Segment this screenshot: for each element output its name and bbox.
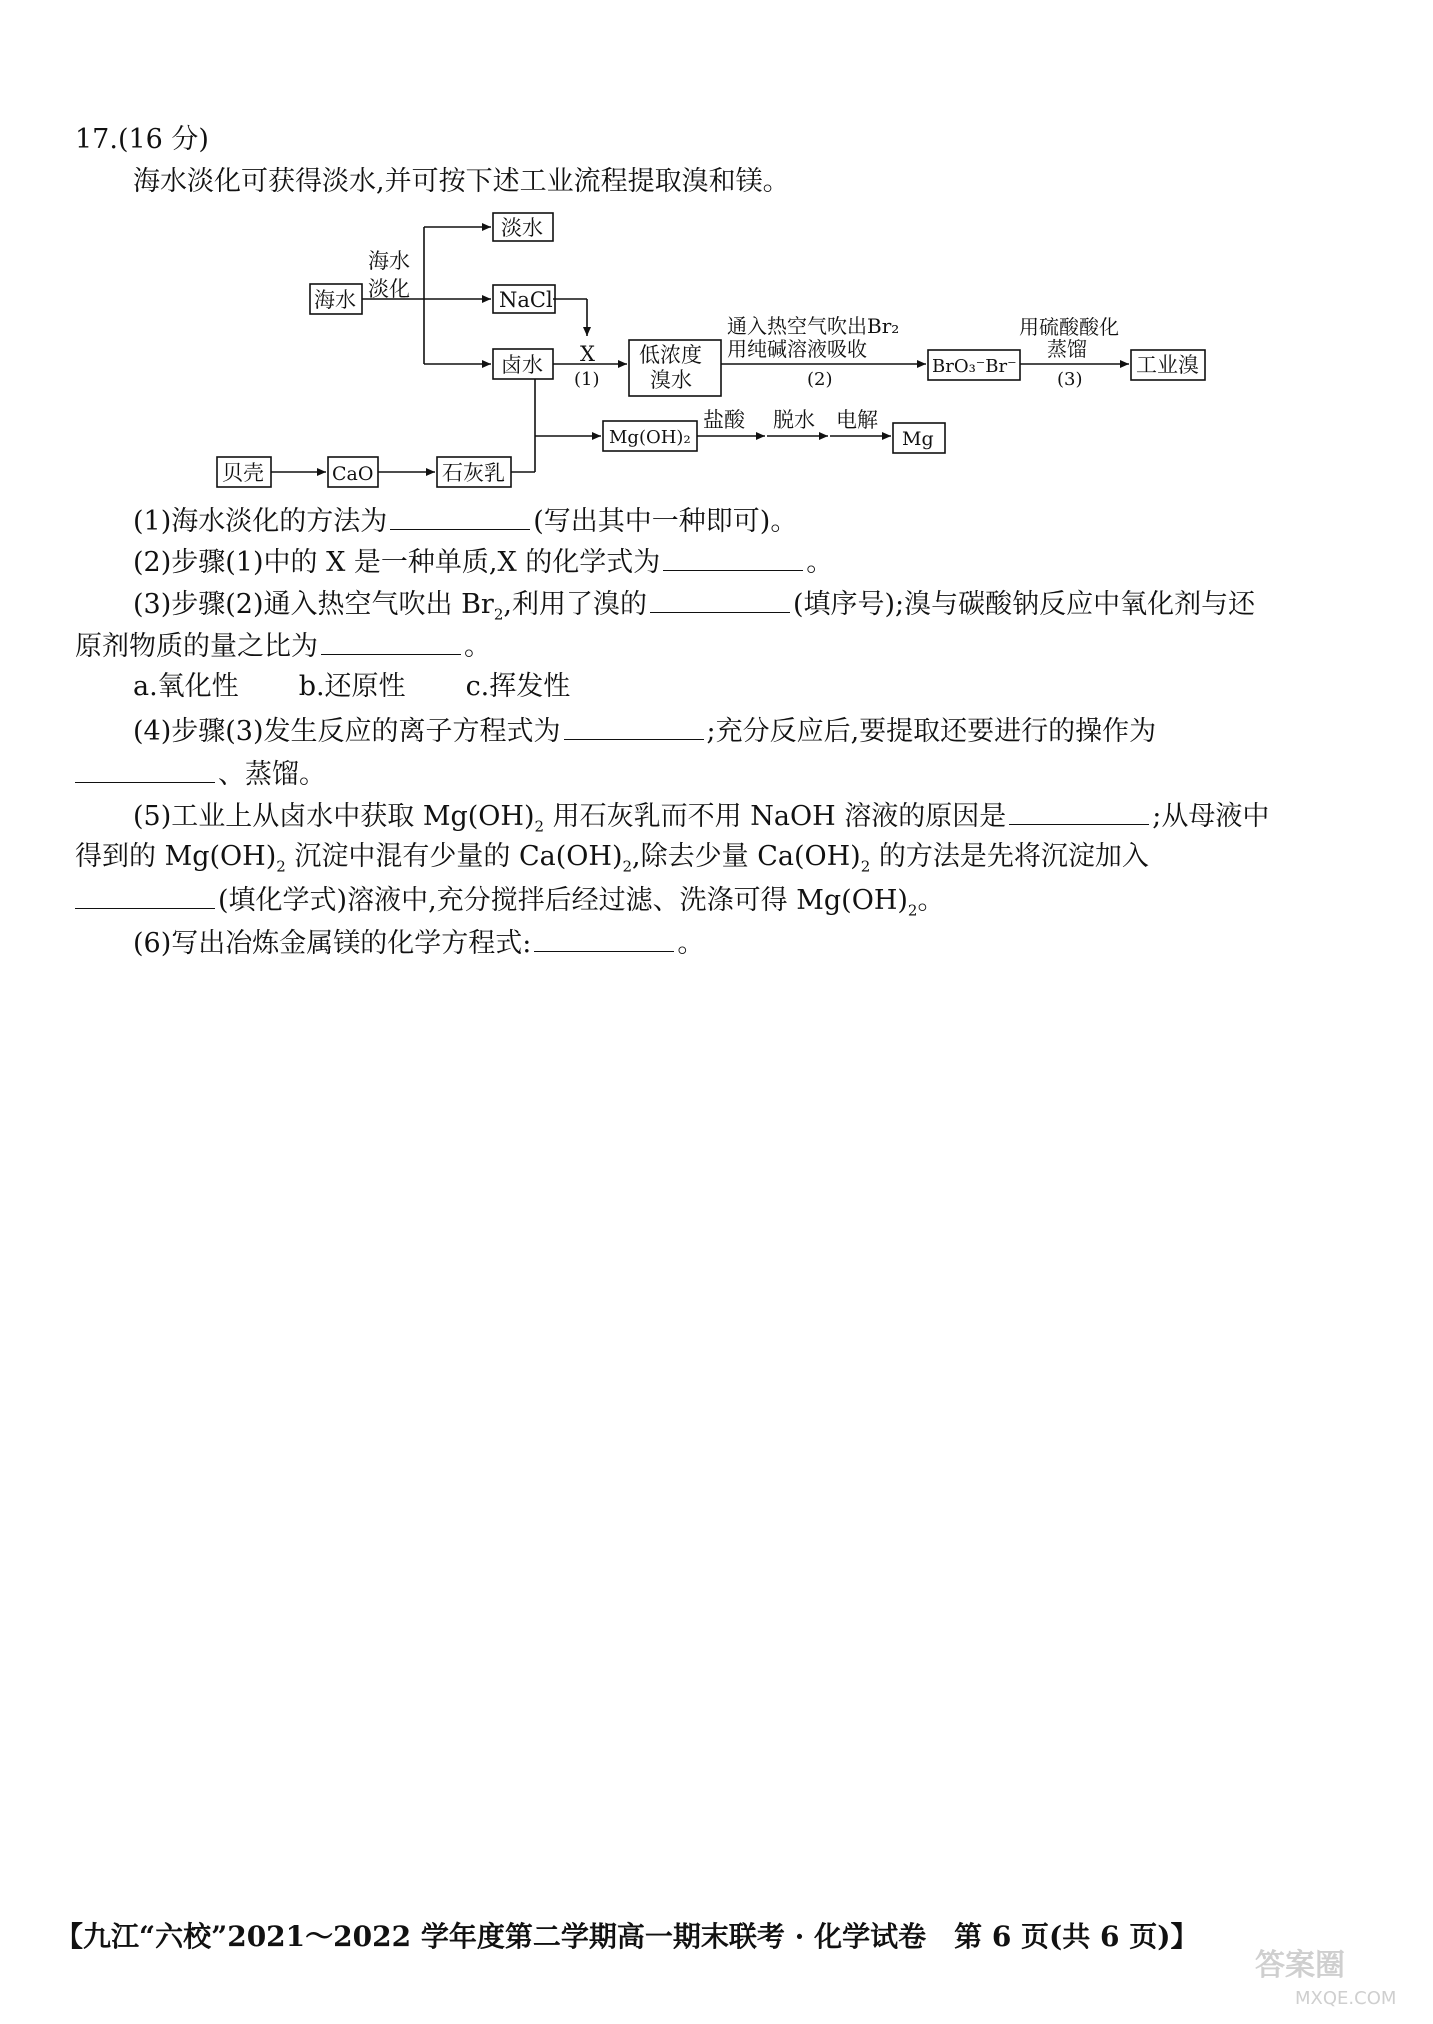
label-nacl: NaCl	[499, 288, 553, 312]
q4-answer-blank-2[interactable]	[75, 756, 215, 783]
watermark-url: MXQE.COM	[1295, 1988, 1397, 2009]
q4-pre: (4)步骤(3)发生反应的离子方程式为	[133, 716, 561, 747]
q3-answer-blank-2[interactable]	[321, 628, 461, 655]
q3-line-1	[133, 586, 1255, 631]
q6	[133, 925, 704, 961]
process-flow-diagram	[0, 0, 1433, 500]
label-step3-text-1: 用硫酸酸化	[1019, 315, 1119, 339]
q1-post: (写出其中一种即可)。	[533, 506, 798, 537]
label-step2-text-2: 用纯碱溶液吸收	[727, 337, 867, 361]
q5-l2-c: ,除去少量 Ca(OH)	[632, 841, 861, 872]
q5-l2-sub3: 2	[860, 857, 871, 876]
label-bro3-br: BrO₃⁻Br⁻	[932, 356, 1017, 377]
q3-mid: ,利用了溴的	[503, 589, 647, 620]
page-footer: 【九江“六校”2021～2022 学年度第二学期高一期末联考 · 化学试卷 第 6 页(共 6 页)】	[55, 1920, 1199, 1953]
q5-l2-sub1: 2	[276, 857, 286, 876]
q6-answer-blank[interactable]	[534, 925, 674, 952]
label-low-conc-1: 低浓度	[639, 343, 702, 367]
q3-answer-blank-1[interactable]	[650, 586, 790, 613]
q5-l1-pre: (5)工业上从卤水中获取 Mg(OH)	[133, 801, 535, 832]
q3-option-c: c.挥发性	[465, 671, 571, 702]
label-step-2: (2)	[807, 369, 833, 390]
label-cao: CaO	[332, 463, 374, 485]
label-lime-milk: 石灰乳	[442, 461, 505, 485]
label-mg: Mg	[902, 428, 934, 450]
label-step-3: (3)	[1057, 369, 1083, 390]
q1-answer-blank[interactable]	[390, 503, 530, 530]
q5-l2-b: 沉淀中混有少量的 Ca(OH)	[285, 841, 623, 872]
label-low-conc-2: 溴水	[650, 368, 692, 392]
q4-line-2	[75, 756, 326, 792]
label-step-1: (1)	[574, 369, 600, 390]
question-number: 17.(16 分)	[75, 124, 209, 155]
q6-post: 。	[677, 928, 705, 959]
q5-l1-sub: 2	[534, 817, 545, 836]
q5-l2-a: 得到的 Mg(OH)	[75, 841, 277, 872]
q5-l1-post: ;从母液中	[1152, 801, 1270, 832]
q5-l3-end: 。	[917, 885, 945, 916]
label-hcl: 盐酸	[703, 408, 745, 432]
q2-answer-blank[interactable]	[663, 544, 803, 571]
q5-l2-d: 的方法是先将沉淀加入	[870, 841, 1149, 872]
q5-l3-post: (填化学式)溶液中,充分搅拌后经过滤、洗涤可得 Mg(OH)	[218, 885, 908, 916]
label-electrolysis: 电解	[836, 408, 878, 432]
q3-line2-pre: 原剂物质的量之比为	[75, 631, 318, 662]
q2-post: 。	[806, 547, 834, 578]
q1-pre: (1)海水淡化的方法为	[133, 506, 388, 537]
label-fresh-water: 淡水	[501, 216, 543, 240]
q3-pre: (3)步骤(2)通入热空气吹出 Br	[133, 589, 494, 620]
q3-sub: 2	[493, 605, 504, 624]
label-industrial-br: 工业溴	[1136, 353, 1199, 377]
q3-line2-post: 。	[464, 631, 491, 662]
q2-pre: (2)步骤(1)中的 X 是一种单质,X 的化学式为	[133, 547, 661, 578]
q3-line-2	[75, 628, 491, 664]
label-desal-1: 海水	[368, 249, 410, 273]
q3-option-b: b.还原性	[298, 671, 406, 702]
watermark-logo: 答案圈	[1255, 1948, 1345, 1983]
label-x: X	[580, 342, 595, 366]
q2	[133, 544, 833, 580]
q3-post: (填序号);溴与碳酸钠反应中氧化剂与还	[792, 589, 1256, 620]
q3-option-a: a.氧化性	[133, 671, 239, 702]
q4-post: ;充分反应后,要提取还要进行的操作为	[706, 716, 1157, 747]
q5-line-2	[75, 840, 1149, 883]
label-dehydrate: 脱水	[773, 408, 815, 432]
label-seawater: 海水	[314, 288, 356, 312]
q1	[133, 503, 797, 539]
q5-l3-sub: 2	[907, 901, 918, 920]
q5-line-1	[133, 798, 1269, 843]
question-intro: 海水淡化可获得淡水,并可按下述工业流程提取溴和镁。	[133, 166, 790, 197]
label-step2-text-1: 通入热空气吹出Br₂	[727, 314, 900, 338]
q6-pre: (6)写出冶炼金属镁的化学方程式:	[133, 928, 532, 959]
q4-line2-post: 、蒸馏。	[218, 759, 326, 790]
q5-l1-mid: 用石灰乳而不用 NaOH 溶液的原因是	[544, 801, 1007, 832]
label-brine: 卤水	[501, 353, 543, 377]
q5-line-3	[75, 882, 944, 927]
label-mgoh2: Mg(OH)₂	[609, 427, 691, 448]
q3-options	[133, 670, 570, 704]
label-shell: 贝壳	[222, 461, 264, 485]
label-desal-2: 淡化	[368, 277, 410, 301]
q4-answer-blank-1[interactable]	[564, 713, 704, 740]
q5-answer-blank-2[interactable]	[75, 882, 215, 909]
label-step3-text-2: 蒸馏	[1047, 337, 1087, 361]
q4-line-1	[133, 713, 1156, 749]
q5-answer-blank-1[interactable]	[1009, 798, 1149, 825]
q5-l2-sub2: 2	[622, 857, 633, 876]
